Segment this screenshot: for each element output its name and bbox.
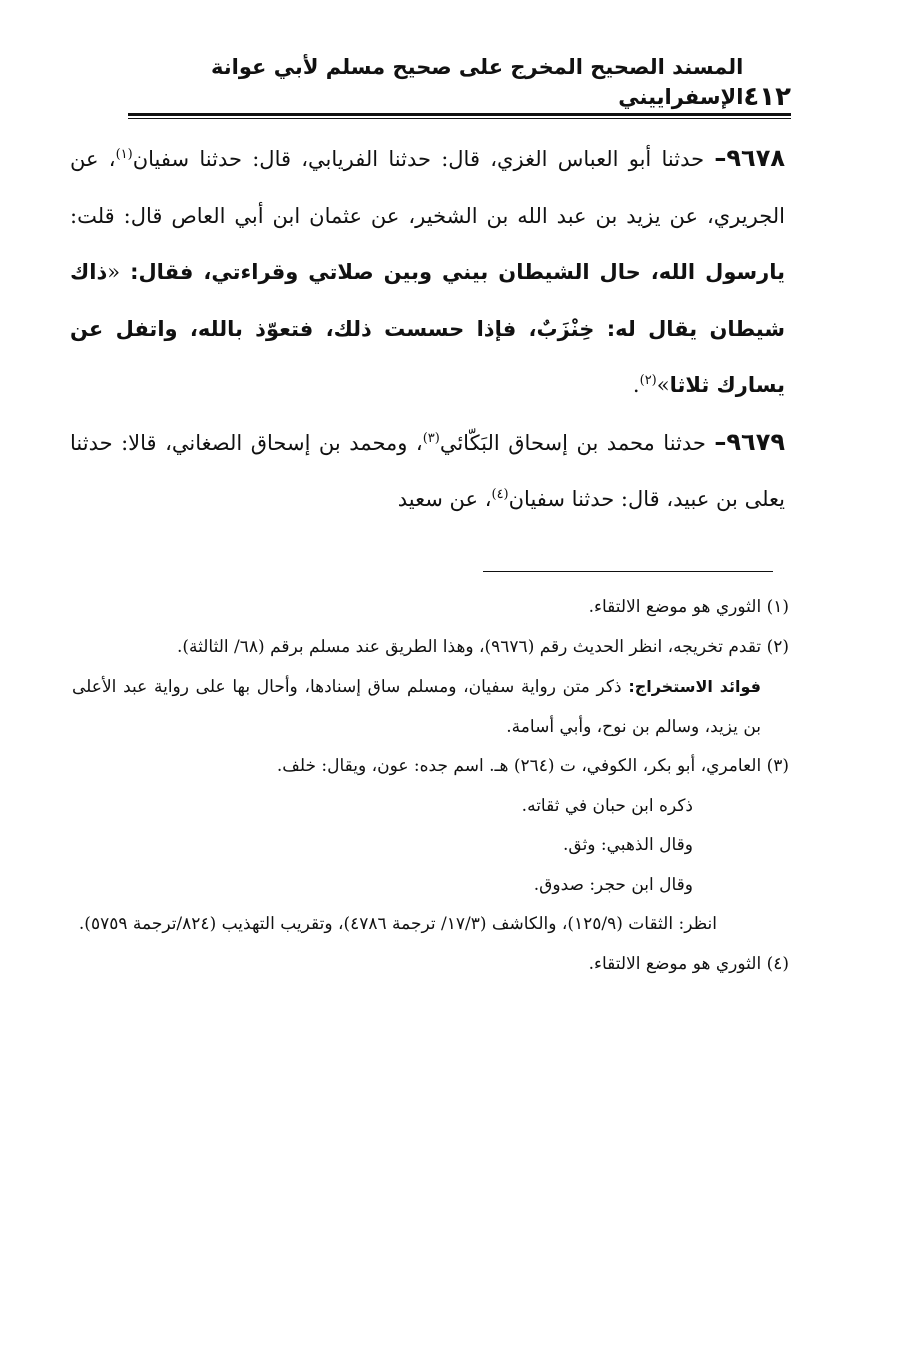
hadith-text: حدثنا محمد بن إسحاق البَكّائي: [439, 430, 715, 455]
hadith-dash: –: [714, 427, 727, 456]
hadith-9678: [70, 130, 785, 414]
hadith-number: ٩٦٧٨: [726, 144, 785, 172]
hadith-text: حدثنا أبو العباس الغزي، قال: حدثنا الفريابي، قال: حدثنا سفيان: [132, 147, 715, 171]
footnote-text: تقدم تخريجه، انظر الحديث رقم (٩٦٧٦)، وهذا الطريق عند مسلم برقم (٦٨/ الثالثة).: [176, 636, 767, 657]
quote-close: »: [656, 373, 670, 397]
quote-open: «: [107, 260, 121, 284]
footnote-4: [72, 945, 789, 985]
footnote-separator: [483, 571, 773, 572]
hadith-quote-text: ذاك شيطان يقال له: خِنْزَبٌ، فإذا حسست ذلك، فتعوّذ بالله، واتفل عن يسارك ثلاثا: [70, 260, 785, 397]
footnote-2: [72, 628, 789, 668]
header-rule: [128, 113, 791, 119]
footnote-1: [72, 588, 789, 628]
footnote-ref[interactable]: (٢): [639, 373, 657, 388]
hadith-text: ، عن الجريري، عن يزيد بن عبد الله بن الشخير، عن عثمان ابن أبي العاص قال: قلت:: [70, 147, 785, 228]
hadith-9679: [70, 414, 785, 528]
footnote-ref[interactable]: (١): [115, 147, 133, 162]
hadith-number: ٩٦٧٩: [726, 427, 785, 456]
benefits-label: فوائد الاستخراج:: [628, 677, 761, 696]
footnote-ref[interactable]: (٤): [491, 487, 509, 502]
hadith-text: ، ومحمد بن إسحاق الصغاني، قالا: حدثنا يعلى بن عبيد، قال: حدثنا سفيان: [70, 430, 785, 511]
footnote-number: (٤): [766, 953, 789, 974]
footnote-3-line: ذكره ابن حبان في ثقاته.: [521, 795, 693, 816]
footnote-text: العامري، أبو بكر، الكوفي، ت (٢٦٤) هـ. اسم جده: عون، ويقال: خلف.: [276, 756, 767, 776]
footnote-text: الثوري هو موضع الالتقاء.: [588, 597, 767, 617]
footnote-text: ذكر متن رواية سفيان، ومسلم ساق إسنادها، وأحال بها على رواية عبد الأعلى بن يزيد، وسالم بن نوح، وأبي أسامة.: [72, 677, 761, 737]
footnote-number: (٢): [766, 636, 789, 657]
hadith-bold-text: يارسول الله، حال الشيطان بيني وبين صلاتي وقراءتي، فقال:: [120, 260, 785, 284]
footnote-3-line: وقال ابن حجر: صدوق.: [533, 874, 693, 895]
footnote-text: الثوري هو موضع الالتقاء.: [588, 953, 767, 974]
footnote-number: (٣): [766, 756, 789, 776]
hadith-text: ، عن سعيد: [397, 487, 492, 511]
footnote-3-references: انظر: الثقات (١٢٥/٩)، والكاشف (١٧/٣/ ترجمة ٤٧٨٦)، وتقريب التهذيب (٨٢٤/ترجمة ٥٧٥٩).: [78, 914, 717, 934]
running-title: المسند الصحيح المخرج على صحيح مسلم لأبي عوانة الإسفراييني: [211, 55, 744, 109]
footnote-ref[interactable]: (٣): [422, 430, 440, 446]
footnotes: [72, 588, 789, 984]
page-header: [128, 55, 791, 112]
hadith-dash: –: [714, 144, 727, 172]
page-number: ٤١٢: [743, 82, 791, 112]
footnote-number: (١): [766, 597, 789, 617]
footnote-2-benefits: [72, 667, 789, 747]
footnote-3-line: وقال الذهبي: وثق.: [562, 835, 693, 855]
footnote-3: [72, 747, 789, 787]
hadith-text: .: [632, 373, 640, 397]
main-text: [70, 130, 785, 528]
